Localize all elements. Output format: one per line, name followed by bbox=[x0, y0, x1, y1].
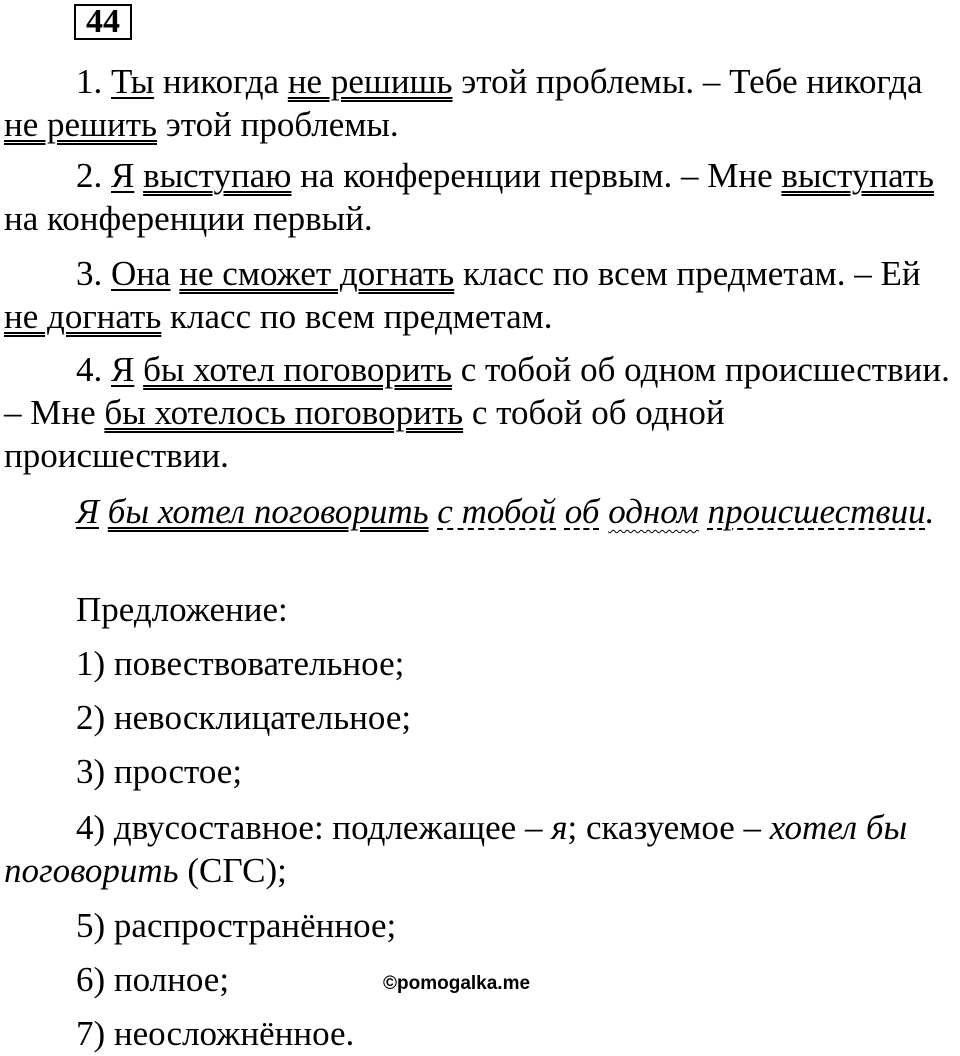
item-text: 3) простое; bbox=[76, 752, 243, 791]
text bbox=[171, 254, 180, 293]
predicate: бы хотел поговорить bbox=[143, 350, 452, 389]
text: на конференции первым. – Мне bbox=[291, 156, 782, 195]
item-text: (СГС); bbox=[178, 851, 287, 890]
text: этой проблемы. – Тебе никогда bbox=[452, 62, 923, 101]
text: класс по всем предметам. bbox=[161, 297, 553, 336]
subject: Ты bbox=[111, 62, 155, 101]
space bbox=[99, 492, 108, 531]
attribute: одном bbox=[608, 492, 699, 531]
item-text: 7) неосложнённое. bbox=[76, 1014, 355, 1053]
sentence-number: 4. bbox=[76, 350, 111, 389]
predicate: выступаю bbox=[143, 156, 292, 195]
analysis-heading bbox=[4, 588, 956, 631]
sentence-parse bbox=[4, 490, 956, 533]
subject: Я bbox=[76, 492, 100, 531]
item-text: 5) распространённое; bbox=[76, 906, 397, 945]
subject: Она bbox=[111, 254, 171, 293]
predicate: не решишь bbox=[287, 62, 453, 101]
analysis-item-2 bbox=[4, 696, 956, 739]
heading-text: Предложение: bbox=[76, 590, 288, 629]
text bbox=[134, 156, 143, 195]
item-text: ; сказуемое – bbox=[567, 808, 770, 847]
item-text: 1) повествовательное; bbox=[76, 644, 405, 683]
space bbox=[599, 492, 608, 531]
sentence-number: 2. bbox=[76, 156, 111, 195]
subject: Я bbox=[111, 350, 135, 389]
item-text: 4) двусоставное: подлежащее – bbox=[76, 808, 552, 847]
watermark: ©pomogalka.me bbox=[383, 973, 531, 994]
analysis-item-3 bbox=[4, 750, 956, 793]
sentence-pair-2 bbox=[4, 154, 956, 240]
analysis-item-7 bbox=[4, 1012, 956, 1055]
exercise-number-box: 44 bbox=[74, 4, 132, 40]
text: на конференции первый. bbox=[4, 199, 373, 238]
analysis-item-4 bbox=[4, 806, 956, 892]
text: с тобой об одном происшествии. – Мне bbox=[4, 350, 950, 432]
analysis-item-5 bbox=[4, 904, 956, 947]
text: никогда bbox=[154, 62, 288, 101]
text: класс по всем предметам. – Ей bbox=[454, 254, 921, 293]
predicate: выступать bbox=[781, 156, 934, 195]
text: с тобой об одной происшествии. bbox=[4, 393, 725, 475]
predicate: бы хотел поговорить bbox=[107, 492, 429, 531]
sentence-pair-3 bbox=[4, 252, 956, 338]
subject-value: я bbox=[551, 808, 568, 847]
preposition: об bbox=[564, 492, 600, 531]
predicate: бы хотелось поговорить bbox=[104, 393, 464, 432]
space bbox=[556, 492, 565, 531]
item-text: 6) полное; bbox=[76, 960, 230, 999]
predicate: не догнать bbox=[4, 297, 162, 336]
subject: Я bbox=[111, 156, 135, 195]
object: с тобой bbox=[437, 492, 557, 531]
period: . bbox=[925, 492, 935, 531]
object: происшествии bbox=[707, 492, 926, 531]
text bbox=[134, 350, 143, 389]
sentence-pair-4 bbox=[4, 348, 956, 477]
text: этой проблемы. bbox=[157, 105, 399, 144]
sentence-pair-1 bbox=[4, 60, 956, 146]
sentence-number: 3. bbox=[76, 254, 111, 293]
predicate: не решить bbox=[4, 105, 157, 144]
sentence-number: 1. bbox=[76, 62, 111, 101]
analysis-item-1 bbox=[4, 642, 956, 685]
space bbox=[429, 492, 438, 531]
space bbox=[699, 492, 708, 531]
predicate: не сможет догнать bbox=[179, 254, 455, 293]
predicate-value: хотел бы поговорить bbox=[4, 808, 908, 890]
item-text: 2) невосклицательное; bbox=[76, 698, 412, 737]
